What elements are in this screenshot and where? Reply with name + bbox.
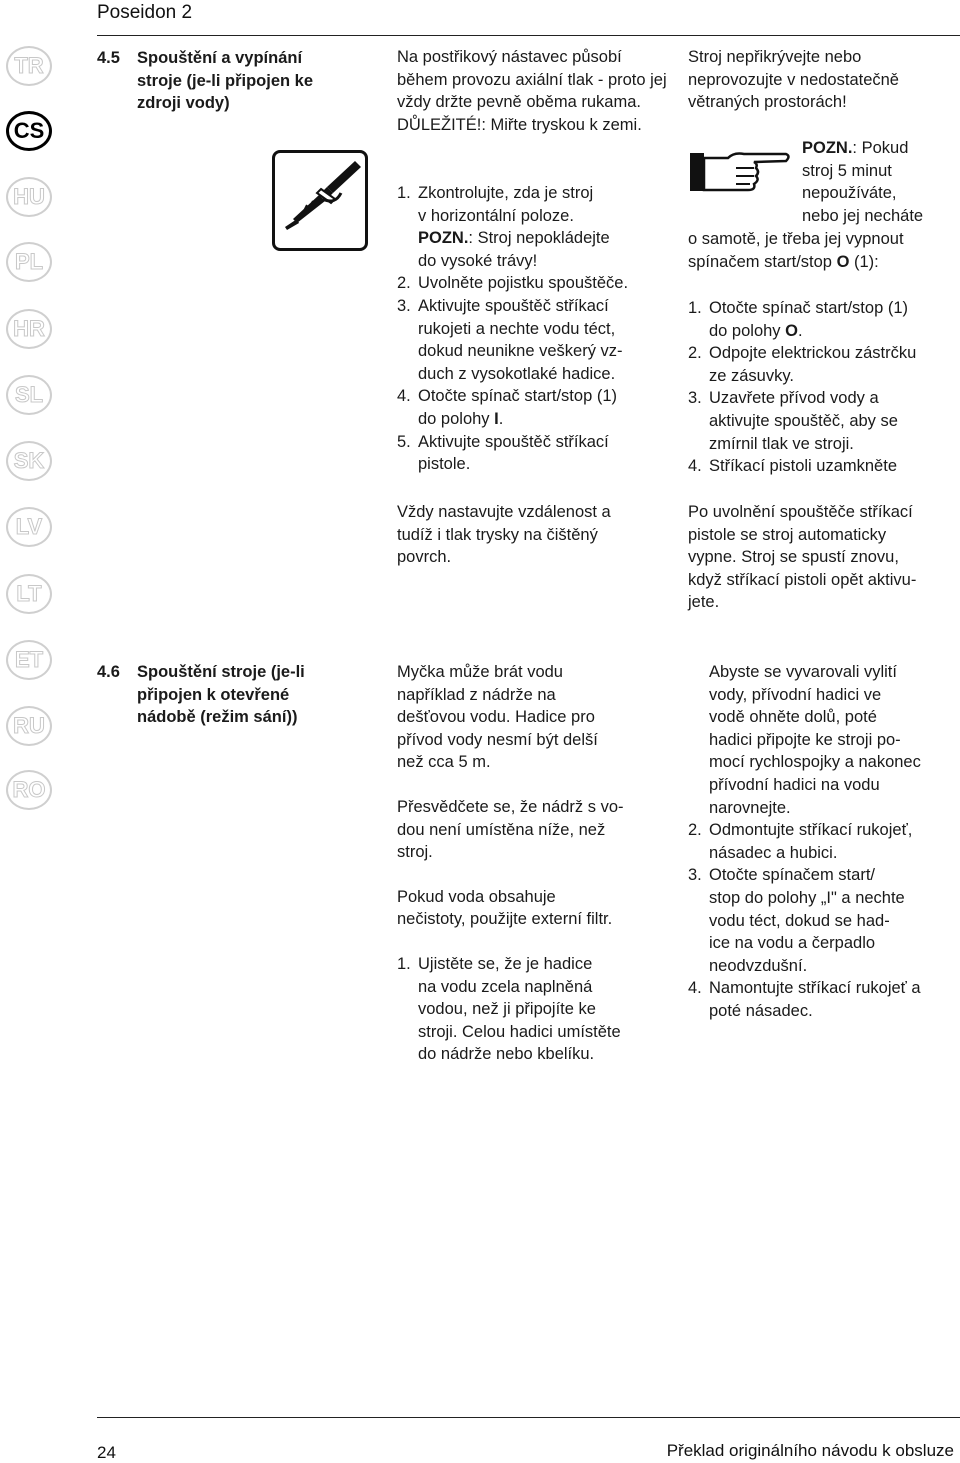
list-item <box>397 227 677 272</box>
language-badge-lv: LV <box>6 507 52 547</box>
language-badge-sl: SL <box>6 375 52 415</box>
intro-text: Na postřikový nástavec působí během provozu axiální tlak - proto jej vždy držte pevně oběma rukama. <box>397 48 667 112</box>
list-item <box>688 342 958 387</box>
spray-gun-pictogram <box>272 150 368 251</box>
section-number-4-6: 4.6 <box>97 663 120 681</box>
step-text-end: . <box>498 409 504 428</box>
list-item <box>397 385 677 430</box>
section-title-4-6: Spouštění stroje (je-li připojen k otevřené nádobě (režim sání)) <box>137 663 305 727</box>
ventilation-warning <box>688 46 958 114</box>
step-number: 2. <box>688 344 702 363</box>
language-badge-ru: RU <box>6 706 52 746</box>
intro-paragraph <box>397 46 667 136</box>
auto-off-text: Po uvolnění spouštěče stříkací pistole se stroj automaticky vypne. Stroj se spustí znovu, když stříkací pistoli opět aktivu- jete. <box>688 503 917 612</box>
step-number: 5. <box>397 432 411 451</box>
footer-caption: Překlad originálního návodu k obsluze <box>666 1441 954 1460</box>
header-divider <box>97 35 960 36</box>
language-badge-hu: HU <box>6 177 52 217</box>
distance-note-text: Vždy nastavujte vzdálenost a tudíž i tlak trysky na čištěný povrch. <box>397 503 611 567</box>
suction-column-left <box>397 661 667 1066</box>
distance-note <box>397 501 667 569</box>
hose-instruction-text: Abyste se vyvarovali vylití vody, přívodní hadici ve vodě ohněte dolů, poté hadici připojte ke stroji po- mocí rychlospojky a nakonec přívodní hadici na vodu narovnejte. <box>709 663 921 817</box>
section-title-4-5: Spouštění a vypínání stroje (je-li připojen ke zdroji vody) <box>137 49 314 113</box>
step-number: 2. <box>688 821 702 840</box>
step-number: 2. <box>397 274 411 293</box>
position-symbol: I <box>494 409 499 428</box>
section-number-4-5: 4.5 <box>97 49 120 67</box>
step-text-end: . <box>798 321 803 340</box>
step-number: 1. <box>688 299 702 317</box>
step-text: Zkontrolujte, zda je stroj v horizontální poloze. <box>418 184 594 225</box>
standby-note-bottom <box>688 228 958 273</box>
step-number: 3. <box>397 296 411 315</box>
standby-note-label: POZN. <box>802 139 853 157</box>
standby-note-text-cont: o samotě, je třeba jej vypnout spínačem start/stop <box>688 230 904 271</box>
step-number: 4. <box>397 387 411 406</box>
step-text: Otočte spínač start/stop (1) do polohy <box>709 299 908 340</box>
page-number: 24 <box>97 1443 116 1462</box>
auto-off-note <box>688 501 958 614</box>
off-symbol: O <box>836 252 850 271</box>
standby-note-text: : Pokud stroj 5 minut nepoužíváte, nebo jej necháte <box>802 139 924 225</box>
step-text: Odmontujte stříkací rukojeť, násadec a hubici. <box>709 821 913 862</box>
language-badge-tr: TR <box>6 46 52 86</box>
step-text: Otočte spínačem start/ stop do polohy „I" a nechte vodu téct, dokud se had- ice na vodu a čerpadlo neodvzdušní. <box>709 866 905 975</box>
footer-divider <box>97 1417 960 1418</box>
language-badge-et: ET <box>6 640 52 680</box>
language-badge-cs: CS <box>6 111 52 151</box>
step-text: Namontujte stříkací rukojeť a poté násadec. <box>709 979 921 1020</box>
step-number: 1. <box>397 954 411 973</box>
suction-column-right <box>688 661 960 1023</box>
ventilation-warning-text: Stroj nepřikrývejte nebo neprovozujte v nedostatečně větraných prostorách! <box>688 48 899 112</box>
spray-lance-icon <box>275 153 365 248</box>
standby-note-top <box>802 137 957 227</box>
list-item <box>397 182 677 227</box>
off-symbol: O <box>785 321 798 340</box>
intro-important: DŮLEŽITÉ!: Miřte tryskou k zemi. <box>397 115 642 134</box>
step-number: 3. <box>688 866 702 885</box>
step-number: 4. <box>688 457 702 476</box>
step-text: Otočte spínač start/stop (1) do polohy <box>418 387 617 428</box>
standby-note-end: (1): <box>849 252 879 271</box>
list-item <box>688 455 958 478</box>
list-item <box>688 864 960 977</box>
language-badge-lt: LT <box>6 574 52 614</box>
step-text: Odpojte elektrickou zástrčku ze zásuvky. <box>709 344 917 385</box>
list-item <box>397 953 667 1066</box>
note-text: : Stroj nepokládejte do vysoké trávy! <box>418 229 610 270</box>
step-number: 4. <box>688 979 702 998</box>
pointing-hand-icon <box>688 150 792 196</box>
step-text: Stříkací pistoli uzamkněte <box>709 457 897 476</box>
list-item <box>688 977 960 1022</box>
page-title: Poseidon 2 <box>97 2 193 23</box>
language-badge-pl: PL <box>6 242 52 282</box>
stop-steps-list <box>688 297 958 478</box>
language-badge-hr: HR <box>6 309 52 349</box>
list-item <box>397 295 677 385</box>
suction-paragraph-3: Pokud voda obsahuje nečistoty, použijte externí filtr. <box>397 887 613 929</box>
suction-paragraph-1: Myčka může brát vodu například z nádrže na dešťovou vodu. Hadice pro přívod vody nesmí být delší než cca 5 m. <box>397 663 598 772</box>
note-label: POZN. <box>418 229 469 248</box>
list-item <box>688 387 958 455</box>
step-text: Uzavřete přívod vody a aktivujte spouštěč, aby se zmírnil tlak ve stroji. <box>709 389 898 453</box>
list-item <box>397 272 677 295</box>
step-number: 1. <box>397 184 411 202</box>
step-number: 3. <box>688 389 702 408</box>
list-item <box>688 819 960 864</box>
suction-paragraph-2: Přesvědčete se, že nádrž s vo- dou není umístěna níže, než stroj. <box>397 797 624 862</box>
step-text: Ujistěte se, že je hadice na vodu zcela naplněná vodou, než ji připojíte ke stroji. Celou hadici umístěte do nádrže nebo kbelíku. <box>418 954 621 1064</box>
step-text: Uvolněte pojistku spouštěče. <box>418 274 629 293</box>
step-text: Aktivujte spouštěč stříkací pistole. <box>418 432 609 474</box>
list-item <box>688 297 958 342</box>
list-item <box>397 431 677 476</box>
list-item <box>688 661 960 819</box>
language-badge-sk: SK <box>6 441 52 481</box>
start-steps-list <box>397 182 677 476</box>
language-badge-ro: RO <box>6 770 52 810</box>
step-text: Aktivujte spouštěč stříkací rukojeti a nechte vodu téct, dokud neunikne veškerý vz- duch z vysokotlaké hadice. <box>418 296 623 383</box>
